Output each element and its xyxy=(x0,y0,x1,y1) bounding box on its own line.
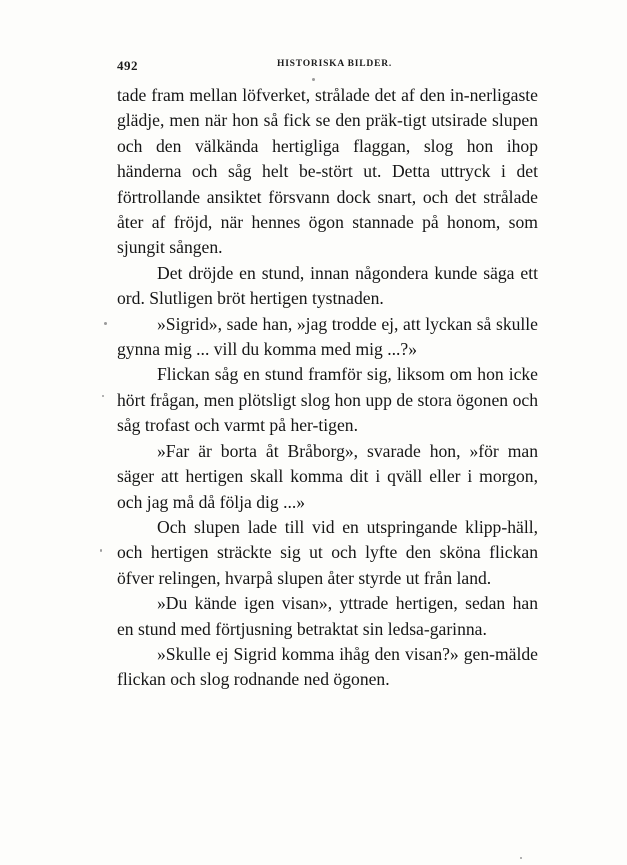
scan-speck xyxy=(102,395,104,397)
paragraph-1: tade fram mellan löfverket, strålade det af den in-nerligaste glädje, men när hon så fick se den präk-tigt utsirade slupen och den välkända hertigliga flaggan, slog hon ihop händerna och såg helt be-stört ut. Detta uttryck i det förtrollande ansiktet försvann dock snart, och det strålade åter af fröjd, när hennes ögon stannade på honom, som sjungit sången. xyxy=(117,85,538,258)
paragraph-3: »Sigrid», sade han, »jag trodde ej, att lyckan så skulle gynna mig ... vill du komma med mig ...?» xyxy=(117,313,538,360)
paragraph-6: Och slupen lade till vid en utspringande klipp-häll, och hertigen sträckte sig ut och lyfte den sköna flickan öfver relingen, hvarpå slupen åter styrde ut från land. xyxy=(117,516,538,588)
paragraph-5: »Far är borta åt Bråborg», svarade hon, »för man säger att hertigen skall komma dit i qväll eller i morgon, och jag må då följa dig ...» xyxy=(117,440,538,512)
paragraph-2: Det dröjde en stund, innan någondera kunde säga ett ord. Slutligen bröt hertigen tystnaden. xyxy=(117,262,538,309)
scan-speck xyxy=(520,857,522,859)
page-header xyxy=(117,58,530,74)
page-number: 492 xyxy=(117,58,138,73)
scan-speck xyxy=(104,322,107,325)
paragraph-7: »Du kände igen visan», yttrade hertigen, sedan han en stund med förtjusning betraktat sin ledsa-garinna. xyxy=(117,593,538,639)
paragraph-4: Flickan såg en stund framför sig, liksom om hon icke hört frågan, men plötsligt slog hon upp de stora ögonen och såg trofast och varmt på her-tigen. xyxy=(117,364,538,436)
scan-speck xyxy=(100,549,102,552)
body-text xyxy=(117,83,538,693)
scan-speck xyxy=(312,78,315,81)
paragraph-8: »Skulle ej Sigrid komma ihåg den visan?» gen-mälde flickan och slog rodnande ned ögonen. xyxy=(117,643,538,690)
running-title: HISTORISKA BILDER. xyxy=(277,59,393,69)
